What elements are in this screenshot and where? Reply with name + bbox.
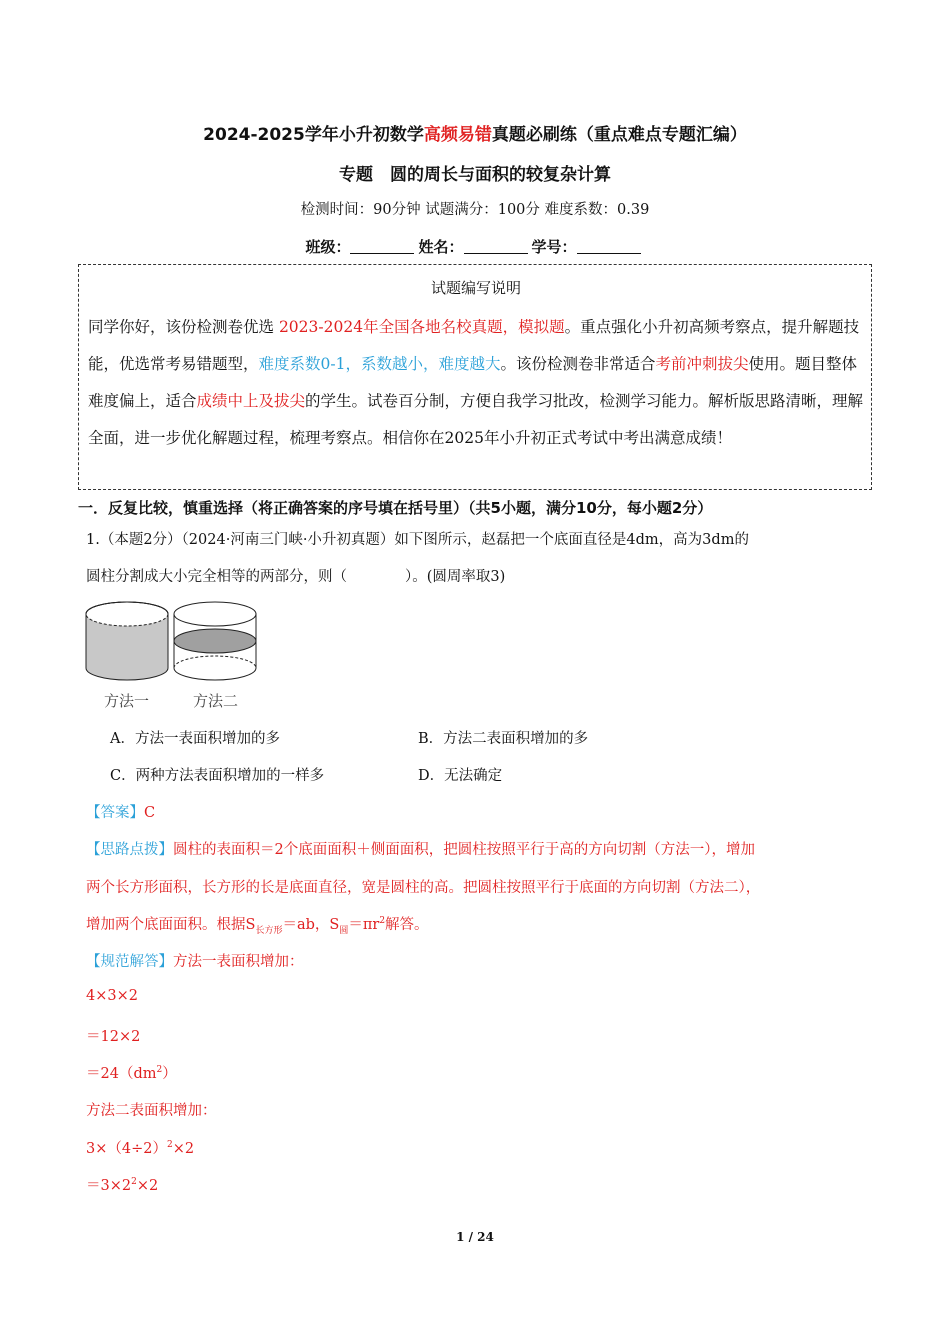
answer-value: C bbox=[144, 805, 156, 821]
notice-text bbox=[88, 309, 866, 457]
class-label: 班级： bbox=[305, 238, 351, 256]
notice-p2: 。重点强化小升初高频考察点，提升解题技能，优选常考易错题型， bbox=[88, 318, 860, 373]
analysis-sub-circle: 圆 bbox=[339, 925, 349, 936]
notice-p1: 同学你好，该份检测卷优选 bbox=[88, 318, 279, 336]
solution-step-1: 4×3×2 bbox=[86, 988, 138, 1004]
solution-tag: 【规范解答】 bbox=[86, 954, 173, 970]
notice-p1-red: 2023-2024年全国各地名校真题，模拟题 bbox=[278, 318, 565, 336]
title-text-end: 真题必刷练（重点难点专题汇编） bbox=[491, 125, 747, 145]
step3-sup: 2 bbox=[156, 1065, 163, 1076]
step4-b: ×2 bbox=[172, 1141, 195, 1157]
analysis-sup: 2 bbox=[379, 916, 386, 927]
notice-p2-blue: 难度系数0-1，系数越小，难度越大 bbox=[258, 355, 501, 373]
solution-step-2: ＝12×2 bbox=[86, 1029, 141, 1045]
notice-p4: 使用。题目整体难度偏上，适合 bbox=[88, 355, 858, 410]
solution-method-2-head: 方法二表面积增加： bbox=[86, 1103, 217, 1119]
solution-step-3 bbox=[86, 1062, 177, 1083]
option-c[interactable]: C．两种方法表面积增加的一样多 bbox=[110, 768, 325, 784]
step4-sup: 2 bbox=[166, 1140, 173, 1151]
notice-p4-red: 成绩中上及拔尖 bbox=[196, 392, 306, 410]
analysis-line2: 两个长方形面积，长方形的长是底面直径，宽是圆柱的高。把圆柱按照平行于底面的方向切割（方法二）， bbox=[86, 880, 761, 896]
analysis-line3 bbox=[86, 913, 429, 936]
analysis-text-3c: ＝πr bbox=[348, 917, 380, 933]
notice-title: 试题编写说明 bbox=[430, 279, 521, 297]
analysis-text-3b: ＝ab，S bbox=[282, 917, 340, 933]
title-text: 2024-2025学年小升初数学 bbox=[203, 125, 424, 145]
answer-line bbox=[86, 801, 155, 822]
title-highlight: 高频易错 bbox=[423, 125, 492, 145]
step3-a: ＝24（dm bbox=[86, 1066, 157, 1082]
option-a[interactable]: A．方法一表面积增加的多 bbox=[110, 731, 280, 747]
step5-a: ＝3×2 bbox=[86, 1178, 132, 1194]
notice-p5: 的学生。试卷百分制，方便自我学习批改，检测学习能力。解析版思路清晰，理解全面，进一步优化解题过程，梳理考察点。相信你在2025年小升初正式考试中考出满意成绩！ bbox=[88, 392, 864, 447]
solution-step-5 bbox=[86, 1174, 158, 1195]
analysis-sub-rect: 长方形 bbox=[255, 925, 283, 936]
student-id-line bbox=[0, 236, 950, 257]
figure-label-method-1: 方法一 bbox=[104, 692, 150, 710]
analysis-text-1: 圆柱的表面积＝2个底面面积＋侧面面积，把圆柱按照平行于高的方向切割（方法一），增加 bbox=[173, 842, 755, 858]
notice-p3: 。该份检测卷非常适合 bbox=[500, 355, 656, 373]
section-heading: 一．反复比较，慎重选择（将正确答案的序号填在括号里）（共5小题，满分10分，每小题2分） bbox=[78, 499, 713, 517]
analysis-line1 bbox=[86, 838, 755, 859]
number-blank[interactable] bbox=[577, 239, 641, 254]
notice-box bbox=[78, 264, 872, 490]
number-label: 学号： bbox=[531, 238, 577, 256]
solution-head-text: 方法一表面积增加： bbox=[173, 954, 304, 970]
cylinder-figure bbox=[84, 598, 264, 688]
class-blank[interactable] bbox=[350, 239, 414, 254]
analysis-text-3a: 增加两个底面面积。根据S bbox=[86, 917, 256, 933]
notice-p3-red: 考前冲刺拔尖 bbox=[655, 355, 749, 373]
analysis-tag: 【思路点拨】 bbox=[86, 842, 173, 858]
figure-label-method-2: 方法二 bbox=[193, 692, 239, 710]
cylinder-method-2 bbox=[174, 602, 256, 680]
step5-sup: 2 bbox=[131, 1177, 137, 1188]
step5-b: ×2 bbox=[136, 1178, 159, 1194]
name-blank[interactable] bbox=[464, 239, 528, 254]
step4-a: 3×（4÷2） bbox=[86, 1141, 167, 1157]
page-number: 1 / 24 bbox=[456, 1230, 494, 1244]
question-1-line1: 1.（本题2分）（2024·河南三门峡·小升初真题）如下图所示，赵磊把一个底面直径是4dm，高为3dm的 bbox=[86, 532, 749, 548]
solution-head bbox=[86, 950, 304, 971]
exam-info: 检测时间：90分钟 试题满分：100分 难度系数：0.39 bbox=[300, 202, 650, 218]
question-1-line2: 圆柱分割成大小完全相等的两部分，则（ ）。(圆周率取3) bbox=[86, 569, 506, 585]
page-subtitle: 专题 圆的周长与面积的较复杂计算 bbox=[339, 165, 611, 185]
option-b[interactable]: B．方法二表面积增加的多 bbox=[418, 731, 589, 747]
page-title bbox=[0, 120, 950, 145]
cylinder-method-1 bbox=[86, 602, 168, 680]
analysis-text-3d: 解答。 bbox=[385, 917, 429, 933]
option-d[interactable]: D．无法确定 bbox=[418, 768, 503, 784]
answer-tag: 【答案】 bbox=[86, 805, 144, 821]
name-label: 姓名： bbox=[418, 238, 464, 256]
solution-step-4 bbox=[86, 1137, 194, 1158]
step3-b: ） bbox=[162, 1066, 177, 1082]
